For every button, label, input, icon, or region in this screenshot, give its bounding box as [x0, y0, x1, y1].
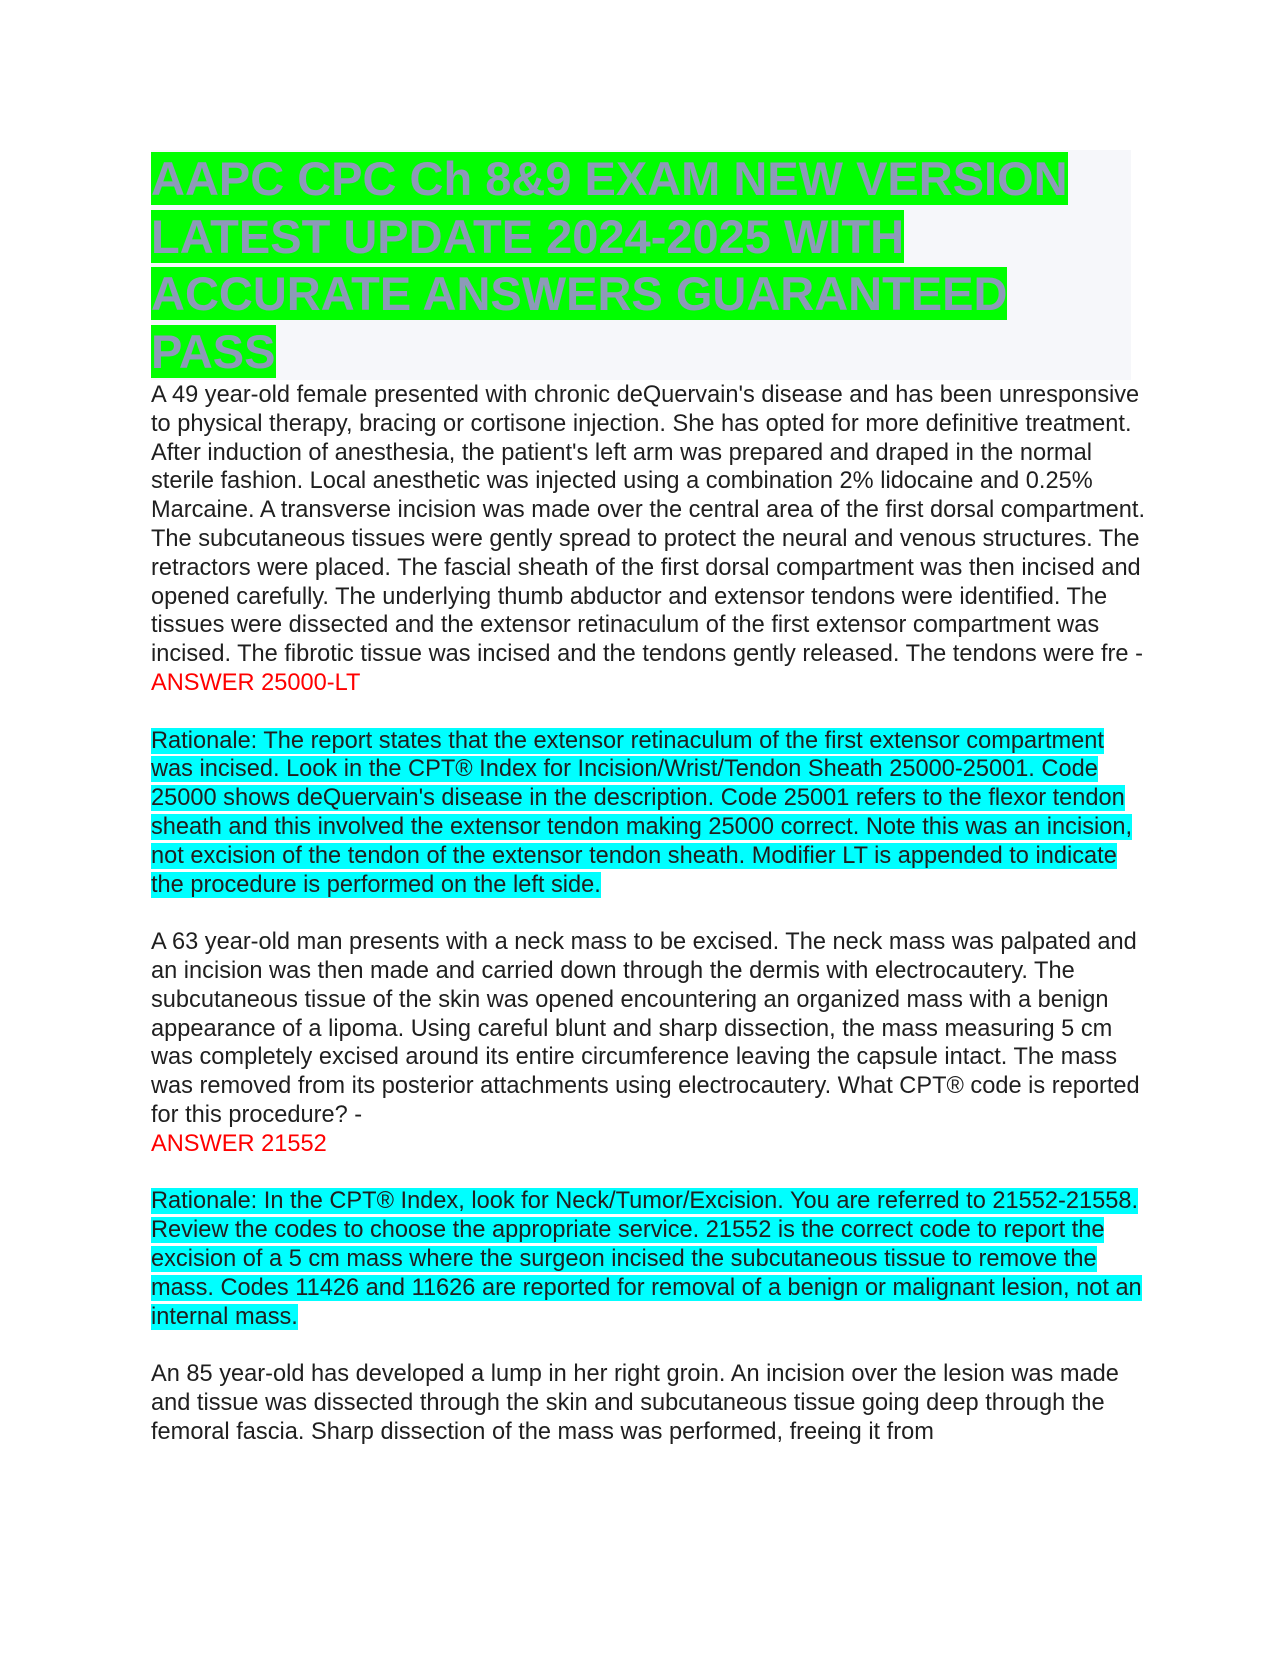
question-text [151, 928, 1151, 1158]
question-text [151, 1360, 1151, 1446]
title-highlight: AAPC CPC Ch 8&9 EXAM NEW VERSION LATEST UPDATE 2024-2025 WITH ACCURATE ANSWERS GUARANTEED PASS [151, 152, 1068, 378]
title-block [151, 150, 1131, 380]
question-1-text: A 49 year-old female presented with chronic deQuervain's disease and has been unresponsive to physical therapy, bracing or cortisone injection. She has opted for more definitive treatment. After induction of anesthesia, the patient's left arm was prepared and draped in the normal sterile fashion. Local anesthetic was injected using a combination 2% lidocaine and 0.25% Marcaine. A transverse incision was made over the central area of the first dorsal compartment. The subcutaneous tissues were gently spread to protect the neural and venous structures. The retractors were placed. The fascial sheath of the first dorsal compartment was then incised and opened carefully. The underlying thumb abductor and extensor tendons were identified. The tissues were dissected and the extensor retinaculum of the first extensor compartment was incised. The fibrotic tissue was incised and the tendons gently released. The tendons were fre - [151, 382, 1146, 668]
question-2-rationale: Rationale: In the CPT® Index, look for Neck/Tumor/Excision. You are referred to 21552-21558. Review the codes to choose the appropriate service. 21552 is the correct code to report the excision of a 5 cm mass where the surgeon incised the subcutaneous tissue to remove the mass. Codes 11426 and 11626 are reported for removal of a benign or malignant lesion, not an internal mass. [151, 1188, 1142, 1330]
question-3-text: An 85 year-old has developed a lump in her right groin. An incision over the lesion was made and tissue was dissected through the skin and subcutaneous tissue going deep through the femoral fascia. Sharp dissection of the mass was performed, freeing it from [151, 1361, 1119, 1445]
question-2-answer: ANSWER 21552 [151, 1130, 327, 1157]
question-block-2 [151, 928, 1151, 1331]
question-block-3 [151, 1360, 1151, 1446]
question-1-rationale: Rationale: The report states that the extensor retinaculum of the first extensor compartment was incised. Look in the CPT® Index for Incision/Wrist/Tendon Sheath 25000-25001. Code 25000 shows deQuervain's disease in the description. Code 25001 refers to the flexor tendon sheath and this involved the extensor tendon making 25000 correct. Note this was an incision, not excision of the tendon of the extensor tendon sheath. Modifier LT is appended to indicate the procedure is performed on the left side. [151, 727, 1133, 898]
rationale-text [151, 1187, 1151, 1331]
rationale-text [151, 727, 1151, 900]
question-2-text: A 63 year-old man presents with a neck mass to be excised. The neck mass was palpated and an incision was then made and carried down through the dermis with electrocautery. The subcutaneous tissue of the skin was opened encountering an organized mass with a benign appearance of a lipoma. Using careful blunt and sharp dissection, the mass measuring 5 cm was completely excised around its entire circumference leaving the capsule intact. The mass was removed from its posterior attachments using electrocautery. What CPT® code is reported for this procedure? - [151, 929, 1140, 1128]
question-1-answer: ANSWER 25000-LT [151, 669, 361, 696]
document-content [151, 381, 1151, 1446]
document-title [151, 150, 1131, 380]
question-text [151, 381, 1151, 698]
question-block-1 [151, 381, 1151, 899]
